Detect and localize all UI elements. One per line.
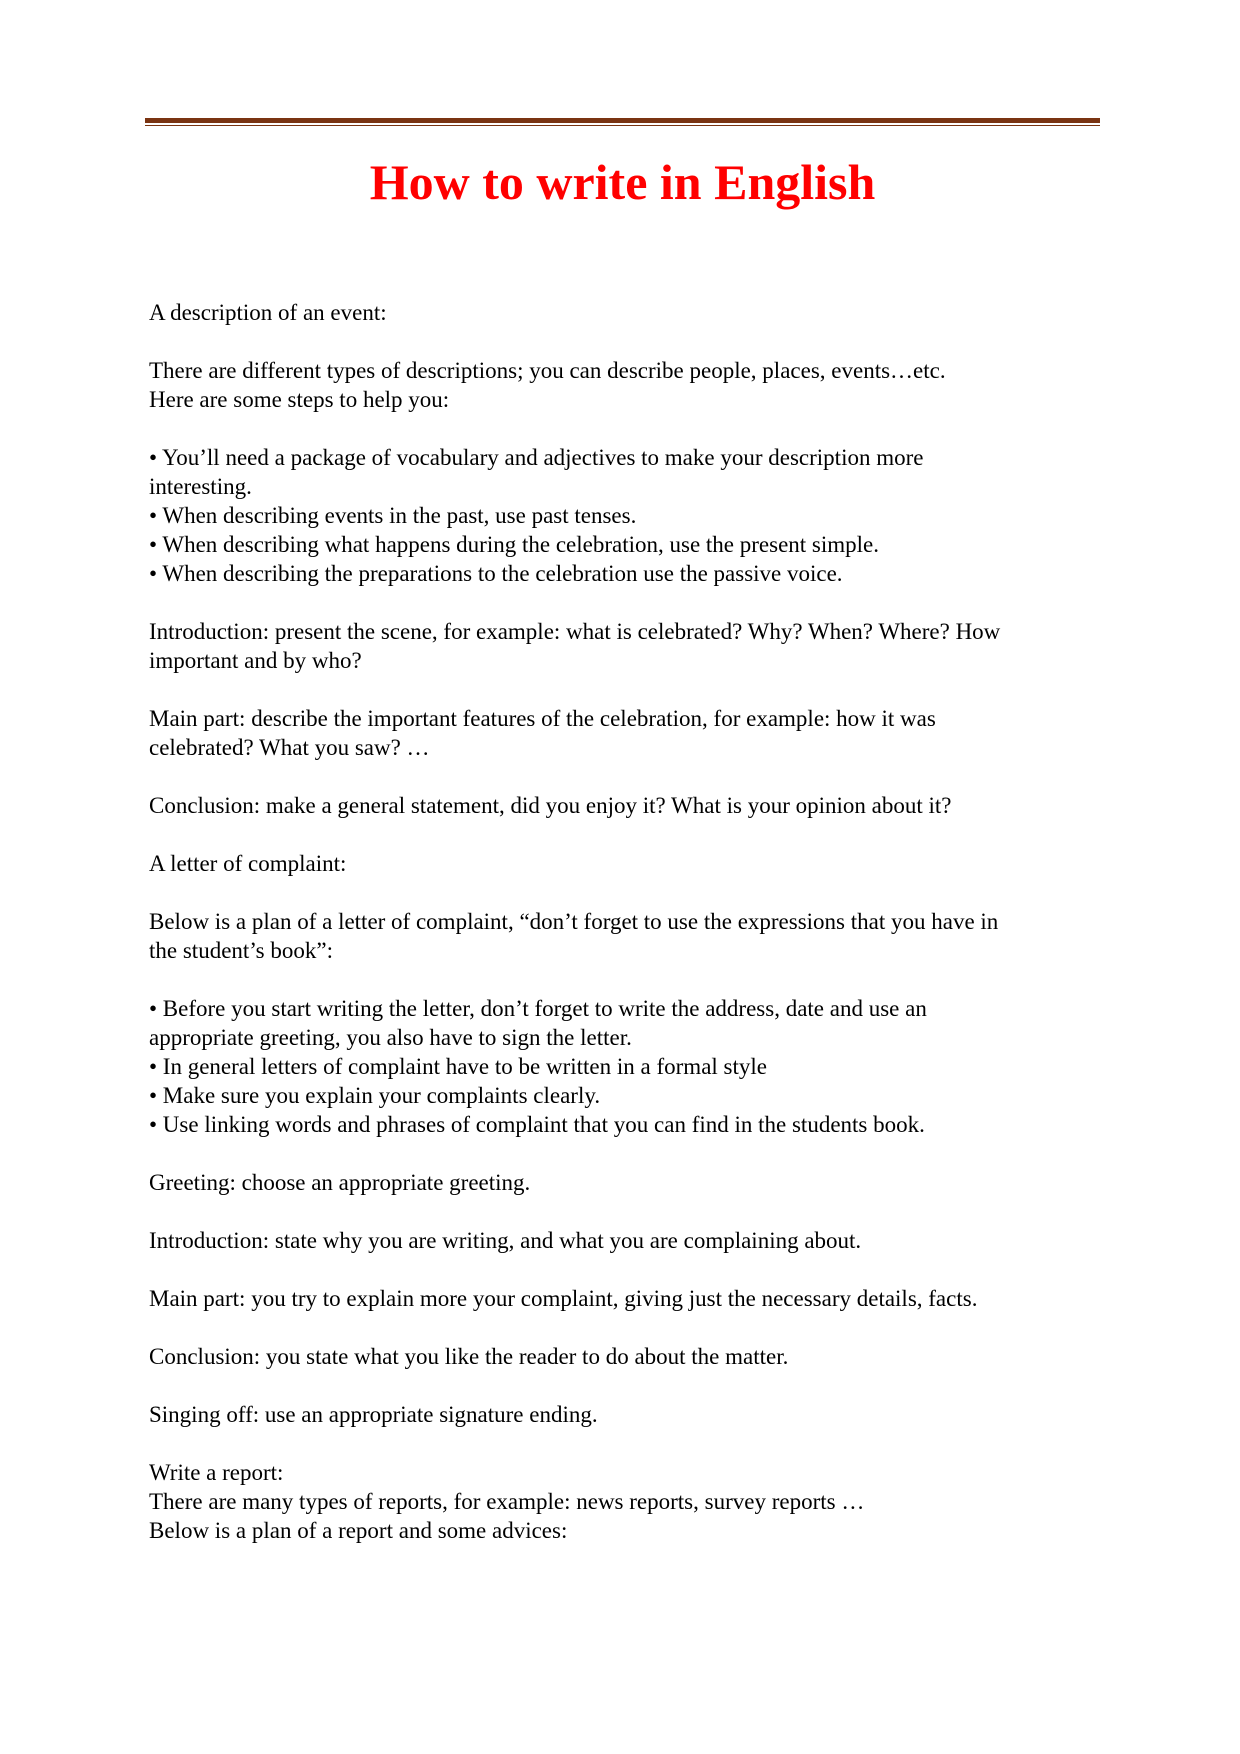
text-line: Conclusion: you state what you like the reader to do about the matter. [149,1344,789,1369]
text-line: • In general letters of complaint have to be written in a formal style [149,1054,767,1079]
text-line: A letter of complaint: [149,851,347,876]
text-line: Here are some steps to help you: [149,387,450,412]
text-line: Below is a plan of a letter of complaint, “don’t forget to use the expressions that you have in [149,909,999,934]
text-line: Greeting: choose an appropriate greeting. [149,1170,531,1195]
blank-line [149,1197,1094,1226]
text-line: • When describing what happens during the celebration, use the present simple. [149,532,880,557]
text-line: Singing off: use an appropriate signature ending. [149,1402,598,1427]
text-line: important and by who? [149,648,362,673]
blank-line [149,414,1094,443]
text-line: Conclusion: make a general statement, did you enjoy it? What is your opinion about it? [149,793,952,818]
blank-line [149,878,1094,907]
text-line: Below is a plan of a report and some advices: [149,1518,568,1543]
blank-line [149,1429,1094,1458]
text-line: celebrated? What you saw? … [149,735,430,760]
blank-line [149,820,1094,849]
text-line: There are many types of reports, for example: news reports, survey reports … [149,1489,865,1514]
text-line: Write a report: [149,1460,284,1485]
blank-line [149,588,1094,617]
text-line: Main part: describe the important features of the celebration, for example: how it was [149,706,936,731]
blank-line [149,675,1094,704]
text-line: interesting. [149,474,252,499]
text-line: There are different types of descriptions; you can describe people, places, events…etc. [149,358,946,383]
text-line: • You’ll need a package of vocabulary and adjectives to make your description more [149,445,924,470]
text-line: • When describing events in the past, use past tenses. [149,503,637,528]
text-line: A description of an event: [149,300,387,325]
page-title: How to write in English [369,154,876,210]
header-rule-thick [145,118,1100,123]
text-line: Introduction: state why you are writing, and what you are complaining about. [149,1228,862,1253]
text-line: appropriate greeting, you also have to sign the letter. [149,1025,632,1050]
blank-line [149,1139,1094,1168]
header-rule-thin [145,125,1100,126]
text-line: • Make sure you explain your complaints clearly. [149,1083,601,1108]
blank-line [149,965,1094,994]
text-line: Main part: you try to explain more your complaint, giving just the necessary details, facts. [149,1286,978,1311]
text-line: • Before you start writing the letter, don’t forget to write the address, date and use an [149,996,927,1021]
text-line: Introduction: present the scene, for example: what is celebrated? Why? When? Where? How [149,619,1001,644]
blank-line [149,1371,1094,1400]
blank-line [149,1313,1094,1342]
document-body [149,298,1094,1545]
blank-line [149,762,1094,791]
text-line: • Use linking words and phrases of complaint that you can find in the students book. [149,1112,925,1137]
text-line: the student’s book”: [149,938,333,963]
blank-line [149,1255,1094,1284]
text-line: • When describing the preparations to the celebration use the passive voice. [149,561,843,586]
blank-line [149,327,1094,356]
